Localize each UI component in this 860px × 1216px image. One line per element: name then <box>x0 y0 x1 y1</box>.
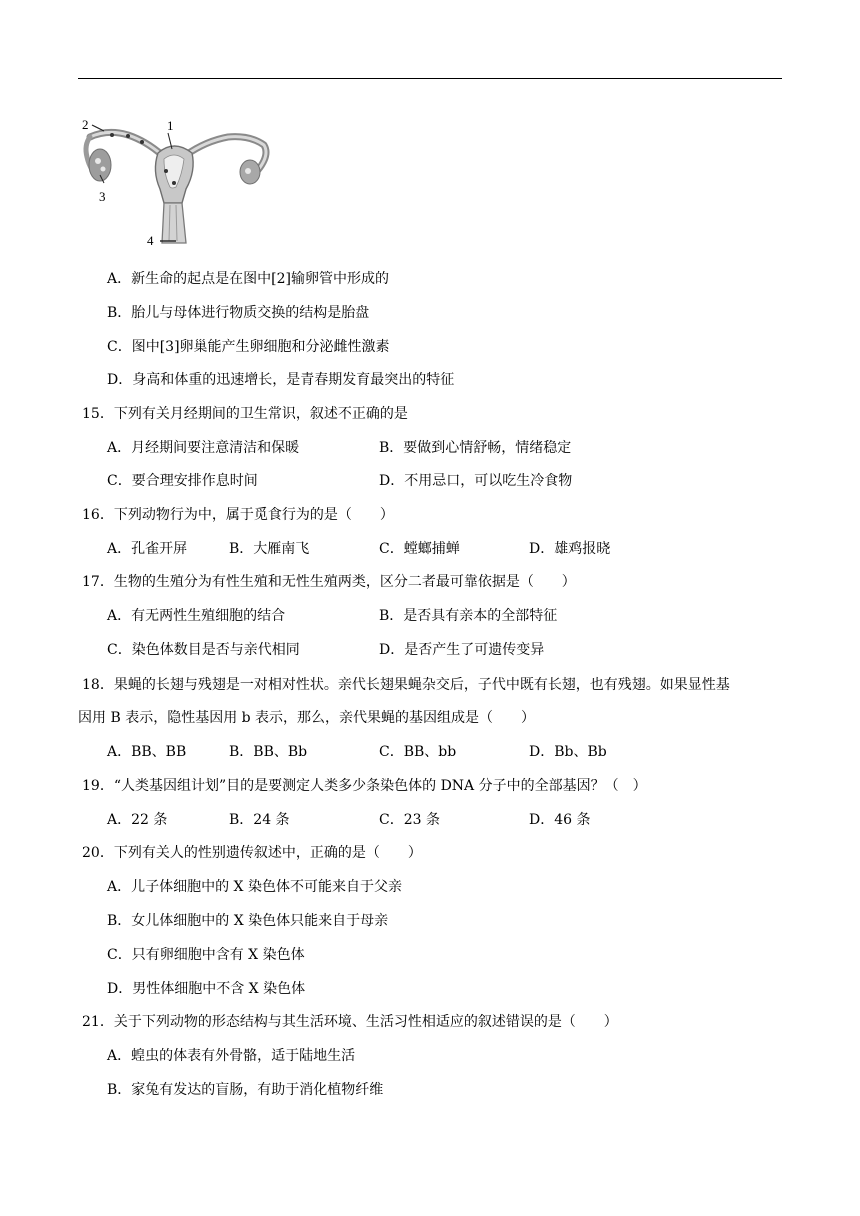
q17-options-row2 <box>0 635 860 665</box>
q18-options <box>0 737 860 767</box>
q15-stem: 15．下列有关月经期间的卫生常识，叙述不正确的是 <box>82 406 408 422</box>
figure-label-1: 1 <box>167 118 174 133</box>
left-ovary <box>89 149 111 181</box>
q19-option-b: B．24 条 <box>229 812 290 828</box>
q15-option-a: A．月经期间要注意清洁和保暖 <box>107 440 300 456</box>
q14-option-d: D．身高和体重的迅速增长，是青春期发育最突出的特征 <box>107 372 455 388</box>
q16-option-c: C．螳螂捕蝉 <box>379 541 460 557</box>
q16-options <box>0 534 860 564</box>
q16-option-d: D．雄鸡报晓 <box>529 541 611 557</box>
q19-option-a: A．22 条 <box>107 812 168 828</box>
q19-stem: 19．“人类基因组计划”目的是要测定人类多少条染色体的 DNA 分子中的全部基因？（ ） <box>82 778 647 794</box>
q17-stem: 17．生物的生殖分为有性生殖和无性生殖两类，区分二者最可靠依据是（ ） <box>82 574 576 590</box>
q18-option-a: A．BB、BB <box>107 744 187 760</box>
q21-option-a: A．蝗虫的体表有外骨骼，适于陆地生活 <box>107 1048 356 1064</box>
q17-option-d: D．是否产生了可遗传变异 <box>379 642 545 658</box>
q16-stem: 16．下列动物行为中，属于觅食行为的是（ ） <box>82 507 394 523</box>
figure-label-2: 2 <box>82 117 89 132</box>
q18-option-d: D．Bb、Bb <box>529 744 607 760</box>
q17-option-c: C．染色体数目是否与亲代相同 <box>107 642 300 658</box>
q19-options <box>0 805 860 835</box>
q15-options-row2 <box>0 466 860 496</box>
q14-option-c: C．图中[3]卵巢能产生卵细胞和分泌雌性激素 <box>107 339 390 355</box>
q21-stem: 21．关于下列动物的形态结构与其生活环境、生活习性相适应的叙述错误的是（ ） <box>82 1014 618 1030</box>
q15-options-row1 <box>0 433 860 463</box>
q18-option-c: C．BB、bb <box>379 744 457 760</box>
q15-option-d: D．不用忌口，可以吃生冷食物 <box>379 473 573 489</box>
q20-option-c: C．只有卵细胞中含有 X 染色体 <box>107 947 305 963</box>
q20-option-d: D．男性体细胞中不含 X 染色体 <box>107 981 306 997</box>
q21-option-b: B．家兔有发达的盲肠，有助于消化植物纤维 <box>107 1082 384 1098</box>
q15-option-b: B．要做到心情舒畅，情绪稳定 <box>379 440 572 456</box>
q17-option-a: A．有无两性生殖细胞的结合 <box>107 608 286 624</box>
q19-option-c: C．23 条 <box>379 812 440 828</box>
figure-label-3: 3 <box>99 189 106 204</box>
q20-option-a: A．儿子体细胞中的 X 染色体不可能来自于父亲 <box>107 879 402 895</box>
vagina <box>162 203 186 243</box>
q17-option-b: B．是否具有亲本的全部特征 <box>379 608 558 624</box>
q19-option-d: D．46 条 <box>529 812 591 828</box>
header-rule <box>78 78 782 79</box>
female-reproductive-system-figure <box>78 115 270 250</box>
q20-stem: 20．下列有关人的性别遗传叙述中，正确的是（ ） <box>82 845 422 861</box>
q18-stem-line2: 因用 B 表示，隐性基因用 b 表示，那么，亲代果蝇的基因组成是（ ） <box>78 710 536 726</box>
q16-option-b: B．大雁南飞 <box>229 541 310 557</box>
q17-options-row1 <box>0 601 860 631</box>
q14-option-a: A．新生命的起点是在图中[2]输卵管中形成的 <box>107 271 389 287</box>
figure-label-4: 4 <box>147 233 154 248</box>
q20-option-b: B．女儿体细胞中的 X 染色体只能来自于母亲 <box>107 913 389 929</box>
q15-option-c: C．要合理安排作息时间 <box>107 473 258 489</box>
q18-stem-line1: 18．果蝇的长翅与残翅是一对相对性状。亲代长翅果蝇杂交后，子代中既有长翅，也有残翅。如果显性基 <box>82 677 730 693</box>
q18-option-b: B．BB、Bb <box>229 744 308 760</box>
q14-option-b: B．胎儿与母体进行物质交换的结构是胎盘 <box>107 305 370 321</box>
q16-option-a: A．孔雀开屏 <box>107 541 188 557</box>
